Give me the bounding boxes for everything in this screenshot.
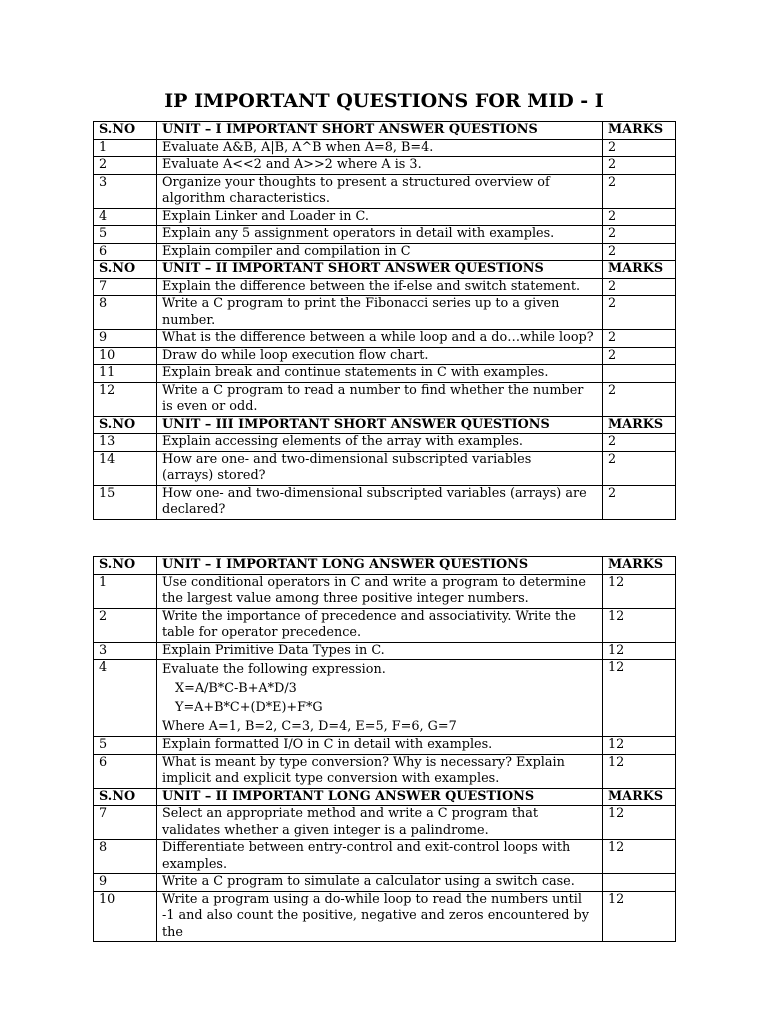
question-cell: Explain accessing elements of the array with examples. [157, 434, 603, 452]
long-answer-table [93, 556, 676, 942]
marks-header: MARKS [603, 557, 676, 575]
sno-cell: 8 [94, 296, 157, 330]
marks-cell: 12 [603, 891, 676, 942]
question-cell: What is meant by type conversion? Why is necessary? Explain implicit and explicit type conversion with examples. [157, 754, 603, 788]
marks-cell: 2 [603, 330, 676, 348]
question-cell: Explain Primitive Data Types in C. [157, 642, 603, 660]
marks-cell: 12 [603, 806, 676, 840]
document-title: IP IMPORTANT QUESTIONS FOR MID - I [164, 90, 604, 112]
sno-cell: 9 [94, 330, 157, 348]
table-row [94, 737, 676, 755]
question-cell: Explain break and continue statements in C with examples. [157, 365, 603, 383]
table-row [94, 243, 676, 261]
sno-cell: 3 [94, 174, 157, 208]
question-cell: Explain formatted I/O in C in detail with examples. [157, 737, 603, 755]
question-cell: Organize your thoughts to present a structured overview of algorithm characteristics. [157, 174, 603, 208]
section-title-unit-1-short: UNIT – I IMPORTANT SHORT ANSWER QUESTIONS [157, 122, 603, 140]
table-row [94, 574, 676, 608]
marks-cell: 12 [603, 660, 676, 737]
sno-cell: 13 [94, 434, 157, 452]
table-row [94, 874, 676, 892]
marks-cell: 2 [603, 434, 676, 452]
question-cell [157, 660, 603, 737]
table-header-row [94, 788, 676, 806]
table-row [94, 278, 676, 296]
section-title-unit-3-short: UNIT – III IMPORTANT SHORT ANSWER QUESTIONS [157, 416, 603, 434]
marks-cell: 12 [603, 574, 676, 608]
table-row [94, 174, 676, 208]
sno-cell: 5 [94, 226, 157, 244]
sno-cell: 8 [94, 840, 157, 874]
variable-values: Where A=1, B=2, C=3, D=4, E=5, F=6, G=7 [162, 719, 457, 734]
question-cell [157, 451, 603, 485]
section-title-unit-2-long: UNIT – II IMPORTANT LONG ANSWER QUESTIONS [157, 788, 603, 806]
marks-cell: 12 [603, 737, 676, 755]
question-cell: Write a C program to print the Fibonacci series up to a given number. [157, 296, 603, 330]
sno-cell: 12 [94, 382, 157, 416]
marks-header: MARKS [603, 122, 676, 140]
question-cell: Draw do while loop execution flow chart. [157, 347, 603, 365]
question-cell: Evaluate A&B, A|B, A^B when A=8, B=4. [157, 139, 603, 157]
sno-cell: 7 [94, 278, 157, 296]
question-intro: Evaluate the following expression. [162, 662, 386, 677]
table-row [94, 806, 676, 840]
question-cell: Write a C program to read a number to find whether the number is even or odd. [157, 382, 603, 416]
sno-header: S.NO [94, 788, 157, 806]
question-cell: Write a C program to simulate a calculator using a switch case. [157, 874, 603, 892]
question-cell: What is the difference between a while loop and a do…while loop? [157, 330, 603, 348]
table-row [94, 451, 676, 485]
section-title-unit-2-short: UNIT – II IMPORTANT SHORT ANSWER QUESTIONS [157, 261, 603, 279]
sno-cell: 4 [94, 208, 157, 226]
sno-cell: 4 [94, 660, 157, 737]
sno-cell: 7 [94, 806, 157, 840]
expression-y: Y=A+B*C+(D*E)+F*G [175, 700, 323, 715]
question-cell: Write the importance of precedence and associativity. Write the table for operator precedence. [157, 608, 603, 642]
sno-header: S.NO [94, 261, 157, 279]
table-row [94, 330, 676, 348]
sno-cell: 1 [94, 574, 157, 608]
question-cell: Write a program using a do-while loop to read the numbers until -1 and also count the positive, negative and zeros encountered by the [157, 891, 603, 942]
marks-header: MARKS [603, 261, 676, 279]
question-cell: Evaluate A<<2 and A>>2 where A is 3. [157, 157, 603, 175]
question-cell: How one- and two-dimensional subscripted variables (arrays) are declared? [157, 485, 603, 519]
sno-cell: 5 [94, 737, 157, 755]
marks-cell: 2 [603, 157, 676, 175]
marks-cell: 2 [603, 139, 676, 157]
table-row [94, 139, 676, 157]
sno-cell: 6 [94, 754, 157, 788]
marks-cell [603, 874, 676, 892]
table-row [94, 840, 676, 874]
marks-cell: 12 [603, 642, 676, 660]
sno-cell: 10 [94, 347, 157, 365]
question-cell: Use conditional operators in C and write a program to determine the largest value among three positive integer numbers. [157, 574, 603, 608]
table-header-row [94, 261, 676, 279]
marks-header: MARKS [603, 788, 676, 806]
question-line: (arrays) stored? [162, 468, 266, 483]
sno-cell: 9 [94, 874, 157, 892]
marks-cell: 2 [603, 296, 676, 330]
marks-cell: 2 [603, 382, 676, 416]
section-title-unit-1-long: UNIT – I IMPORTANT LONG ANSWER QUESTIONS [157, 557, 603, 575]
question-cell: Explain compiler and compilation in C [157, 243, 603, 261]
question-cell: Explain Linker and Loader in C. [157, 208, 603, 226]
table-row [94, 891, 676, 942]
marks-cell: 2 [603, 347, 676, 365]
sno-cell: 14 [94, 451, 157, 485]
question-line: How are one- and two-dimensional subscripted variables [162, 451, 532, 467]
table-row [94, 434, 676, 452]
sno-cell: 6 [94, 243, 157, 261]
table-row [94, 660, 676, 737]
marks-cell: 2 [603, 278, 676, 296]
sno-cell: 3 [94, 642, 157, 660]
marks-cell: 2 [603, 485, 676, 519]
marks-header: MARKS [603, 416, 676, 434]
table-row [94, 208, 676, 226]
sno-cell: 2 [94, 157, 157, 175]
marks-cell: 2 [603, 174, 676, 208]
table-header-row [94, 122, 676, 140]
table-row [94, 754, 676, 788]
table-row [94, 296, 676, 330]
table-row [94, 382, 676, 416]
marks-cell: 12 [603, 608, 676, 642]
sno-cell: 10 [94, 891, 157, 942]
table-row [94, 485, 676, 519]
marks-cell: 12 [603, 840, 676, 874]
marks-cell [603, 365, 676, 383]
table-row [94, 347, 676, 365]
sno-cell: 1 [94, 139, 157, 157]
table-row [94, 157, 676, 175]
question-cell: Explain the difference between the if-else and switch statement. [157, 278, 603, 296]
table-row [94, 642, 676, 660]
sno-cell: 2 [94, 608, 157, 642]
marks-cell: 2 [603, 451, 676, 485]
expression-x: X=A/B*C-B+A*D/3 [175, 681, 297, 696]
table-row [94, 365, 676, 383]
question-cell: Explain any 5 assignment operators in detail with examples. [157, 226, 603, 244]
marks-cell: 2 [603, 243, 676, 261]
marks-cell: 2 [603, 226, 676, 244]
sno-cell: 11 [94, 365, 157, 383]
question-cell: Select an appropriate method and write a C program that validates whether a given integer is a palindrome. [157, 806, 603, 840]
table-row [94, 226, 676, 244]
table-header-row [94, 557, 676, 575]
sno-cell: 15 [94, 485, 157, 519]
marks-cell: 12 [603, 754, 676, 788]
marks-cell: 2 [603, 208, 676, 226]
short-answer-table [93, 121, 676, 520]
sno-header: S.NO [94, 557, 157, 575]
table-header-row [94, 416, 676, 434]
question-cell: Differentiate between entry-control and exit-control loops with examples. [157, 840, 603, 874]
table-row [94, 608, 676, 642]
sno-header: S.NO [94, 122, 157, 140]
sno-header: S.NO [94, 416, 157, 434]
